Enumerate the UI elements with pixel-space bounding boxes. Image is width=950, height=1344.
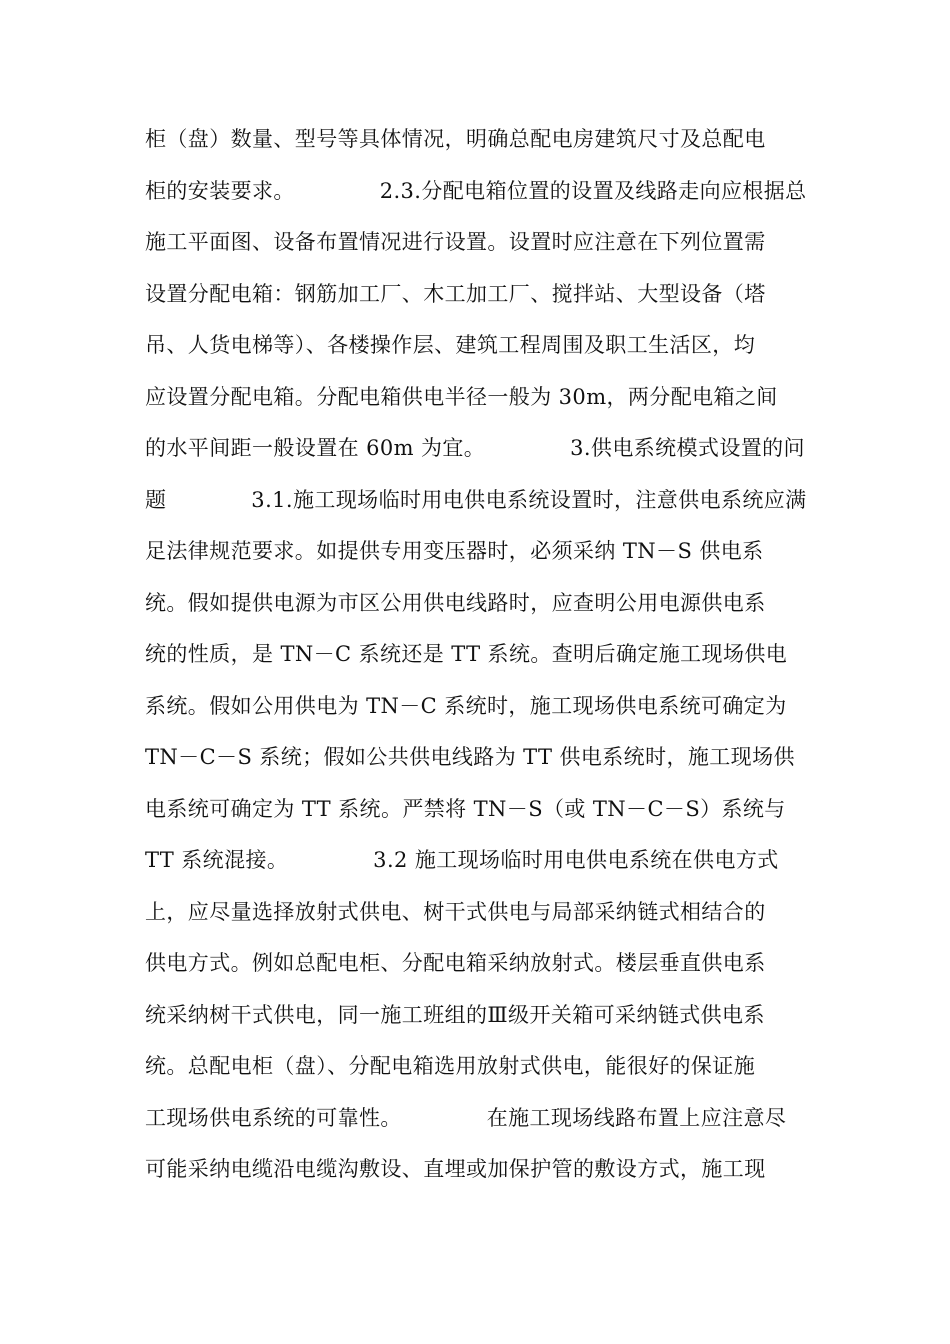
- text-line: 应设置分配电箱。分配电箱供电半径一般为 30m，两分配电箱之间: [145, 384, 778, 409]
- text-line: 电系统可确定为 TT 系统。严禁将 TN－S（或 TN－C－S）系统与: [145, 796, 786, 821]
- text-line: 设置分配电箱：钢筋加工厂、木工加工厂、搅拌站、大型设备（塔: [145, 281, 766, 306]
- text-line: 上，应尽量选择放射式供电、树干式供电与局部采纳链式相结合的: [145, 899, 766, 924]
- text-line: TT 系统混接。 3.2 施工现场临时用电供电系统在供电方式: [145, 848, 779, 872]
- text-line: 足法律规范要求。如提供专用变压器时，必须采纳 TN－S 供电系: [145, 539, 764, 563]
- text-line: TN－C－S 系统；假如公共供电线路为 TT 供电系统时，施工现场供: [145, 745, 795, 769]
- body-text: [145, 114, 815, 1196]
- text-line: 可能采纳电缆沿电缆沟敷设、直埋或加保护管的敷设方式，施工现: [145, 1157, 766, 1181]
- text-line: 柜（盘）数量、型号等具体情况，明确总配电房建筑尺寸及总配电: [145, 127, 766, 151]
- text-line: 统采纳树干式供电，同一施工班组的Ⅲ级开关箱可采纳链式供电系: [145, 1002, 765, 1027]
- text-line: 系统。假如公用供电为 TN－C 系统时，施工现场供电系统可确定为: [145, 693, 787, 718]
- text-line: 柜的安装要求。 2.3.分配电箱位置的设置及线路走向应根据总: [145, 178, 807, 203]
- text-line: 统的性质，是 TN－C 系统还是 TT 系统。查明后确定施工现场供电: [145, 642, 788, 666]
- text-line: 工现场供电系统的可靠性。 在施工现场线路布置上应注意尽: [145, 1105, 787, 1130]
- text-line: 统。总配电柜（盘）、分配电箱选用放射式供电，能很好的保证施: [145, 1054, 756, 1078]
- text-line: 施工平面图、设备布置情况进行设置。设置时应注意在下列位置需: [145, 230, 766, 254]
- text-line: 统。假如提供电源为市区公用供电线路时，应查明公用电源供电系: [145, 590, 766, 615]
- text-line: 吊、人货电梯等）、各楼操作层、建筑工程周围及职工生活区，均: [145, 333, 756, 357]
- text-line: 题 3.1.施工现场临时用电供电系统设置时，注意供电系统应满: [145, 487, 807, 512]
- text-line: 的水平间距一般设置在 60m 为宜。 3.供电系统模式设置的问: [145, 436, 805, 460]
- text-line: 供电方式。例如总配电柜、分配电箱采纳放射式。楼层垂直供电系: [145, 951, 766, 975]
